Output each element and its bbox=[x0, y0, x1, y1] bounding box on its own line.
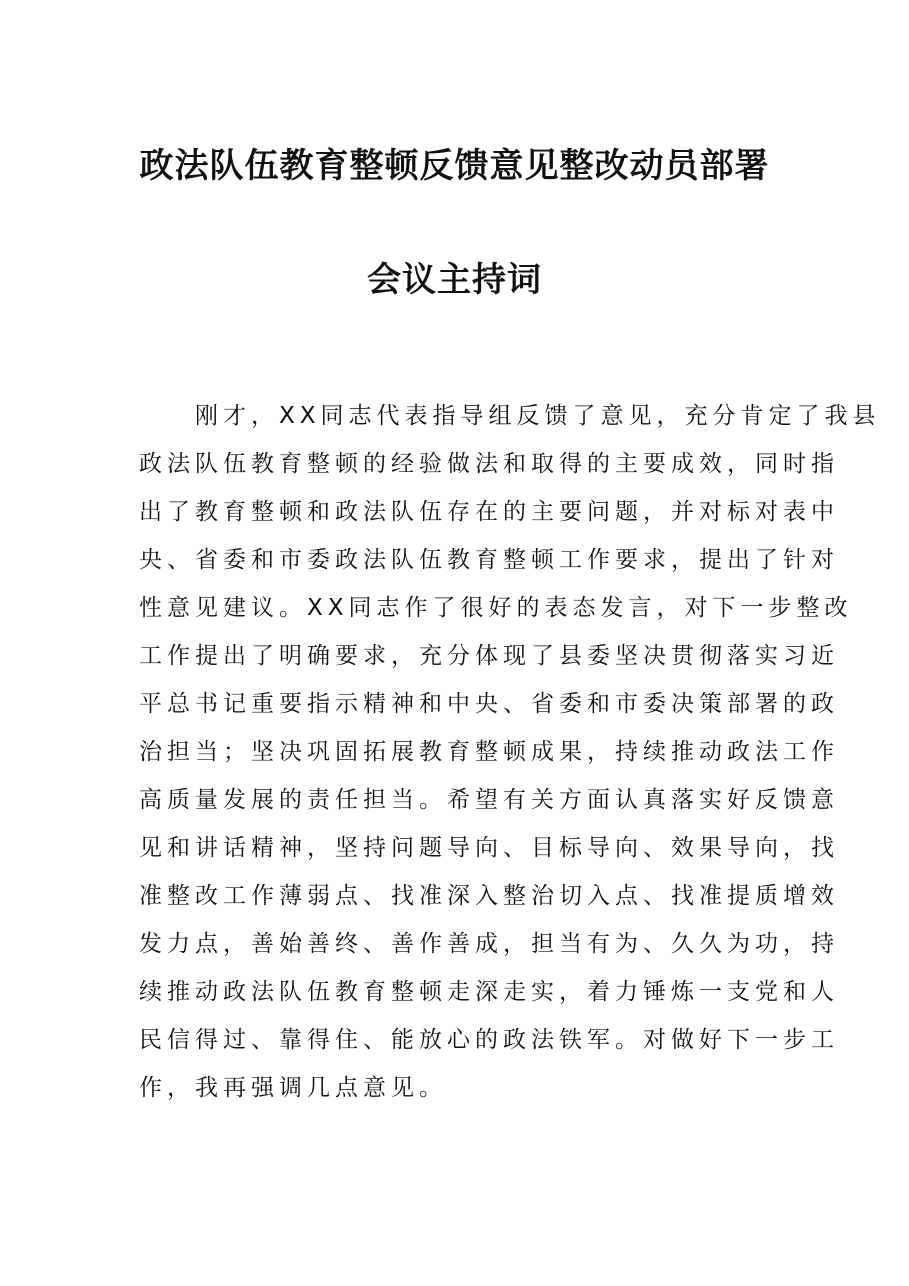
body-line: 工作提出了明确要求，充分体现了县委坚决贯彻落实习近 bbox=[139, 643, 839, 669]
body-line: 性意见建议。XX同志作了很好的表态发言，对下一步整改 bbox=[139, 595, 853, 621]
document-title-line-1: 政法队伍教育整顿反馈意见整改动员部署 bbox=[139, 146, 770, 186]
body-line: 治担当；坚决巩固拓展教育整顿成果，持续推动政法工作 bbox=[139, 739, 839, 765]
body-paragraph bbox=[139, 392, 881, 1112]
body-line: 民信得过、靠得住、能放心的政法铁军。对做好下一步工 bbox=[139, 1027, 839, 1053]
body-line: 刚才，XX同志代表指导组反馈了意见，充分肯定了我县 bbox=[139, 403, 881, 429]
body-line: 政法队伍教育整顿的经验做法和取得的主要成效，同时指 bbox=[139, 451, 839, 477]
body-line: 见和讲话精神，坚持问题导向、目标导向、效果导向，找 bbox=[139, 835, 839, 861]
body-line: 作，我再强调几点意见。 bbox=[139, 1075, 447, 1101]
body-line: 平总书记重要指示精神和中央、省委和市委决策部署的政 bbox=[139, 691, 839, 717]
body-line: 准整改工作薄弱点、找准深入整治切入点、找准提质增效 bbox=[139, 883, 839, 909]
body-line: 出了教育整顿和政法队伍存在的主要问题，并对标对表中 bbox=[139, 499, 839, 525]
body-line: 续推动政法队伍教育整顿走深走实，着力锤炼一支党和人 bbox=[139, 979, 839, 1005]
document-title-line-2: 会议主持词 bbox=[367, 260, 542, 300]
body-line: 高质量发展的责任担当。希望有关方面认真落实好反馈意 bbox=[139, 787, 839, 813]
body-line: 央、省委和市委政法队伍教育整顿工作要求，提出了针对 bbox=[139, 547, 839, 573]
body-line: 发力点，善始善终、善作善成，担当有为、久久为功，持 bbox=[139, 931, 839, 957]
